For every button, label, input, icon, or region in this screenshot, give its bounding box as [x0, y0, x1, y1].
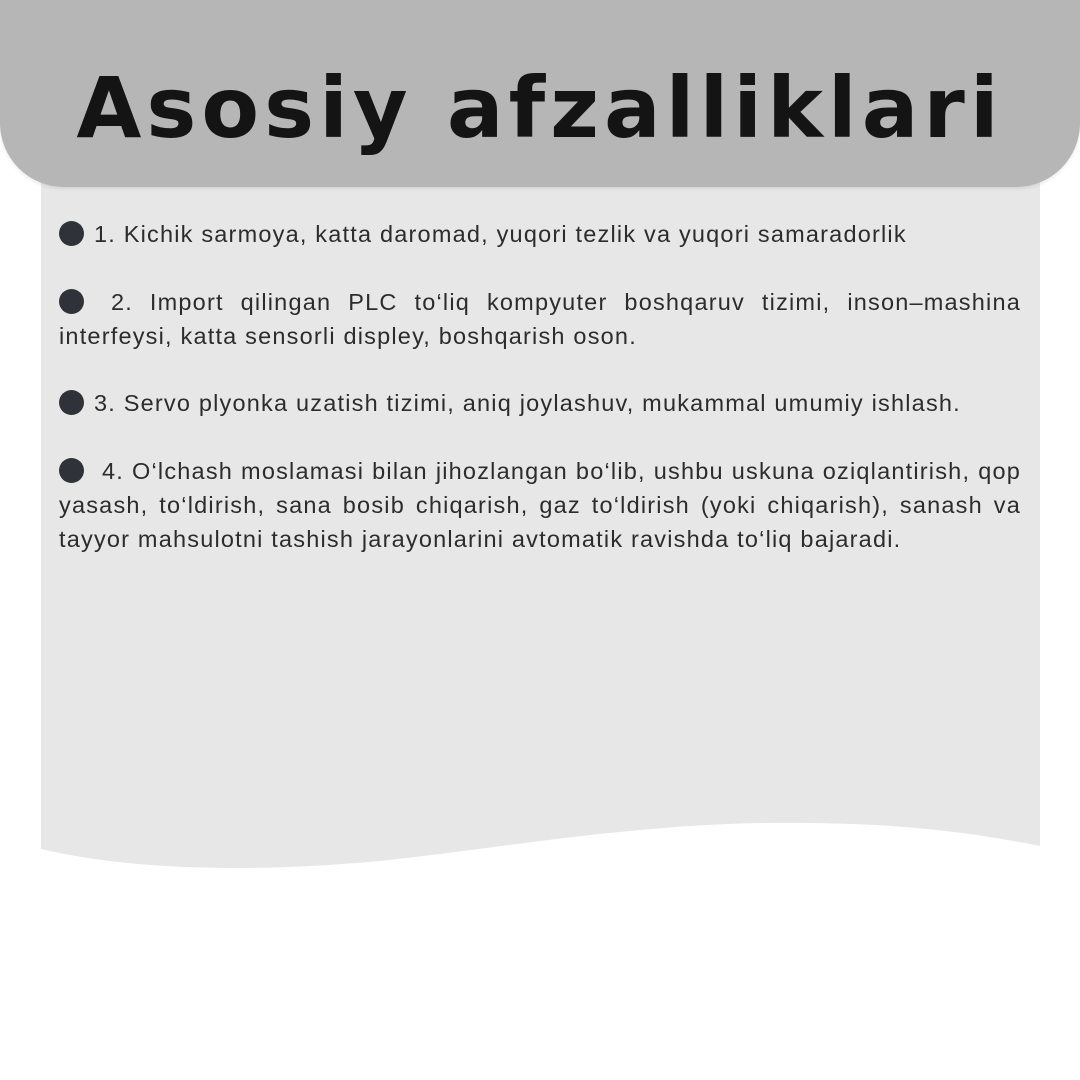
list-item-text: 4. O‘lchash moslamasi bilan jihozlangan bo‘lib, ushbu uskuna oziqlantirish, qop yasash, to‘ldirish, sana bosib chiqarish, gaz to‘ldirish (yoki chiqarish), sanash va tayyor mahsulotni tashish jarayonlarini avtomatik ravishda to‘liq bajaradi.	[59, 458, 1021, 552]
page-title: Asosiy afzalliklari	[76, 59, 1004, 157]
feature-list	[59, 218, 1021, 591]
list-item	[59, 286, 1021, 354]
list-item	[59, 455, 1021, 556]
list-item-text: 1. Kichik sarmoya, katta daromad, yuqori tezlik va yuqori samaradorlik	[94, 221, 907, 247]
list-item	[59, 387, 1021, 421]
header-banner	[0, 0, 1080, 187]
bullet-icon	[59, 289, 84, 314]
bullet-icon	[59, 390, 84, 415]
list-item	[59, 218, 1021, 252]
list-item-text: 2. Import qilingan PLC to‘liq kompyuter boshqaruv tizimi, inson–mashina interfeysi, katta sensorli displey, boshqarish oson.	[59, 288, 1021, 349]
bullet-icon	[59, 221, 84, 246]
list-item-text: 3. Servo plyonka uzatish tizimi, aniq joylashuv, mukammal umumiy ishlash.	[94, 390, 961, 417]
bullet-icon	[59, 458, 84, 483]
